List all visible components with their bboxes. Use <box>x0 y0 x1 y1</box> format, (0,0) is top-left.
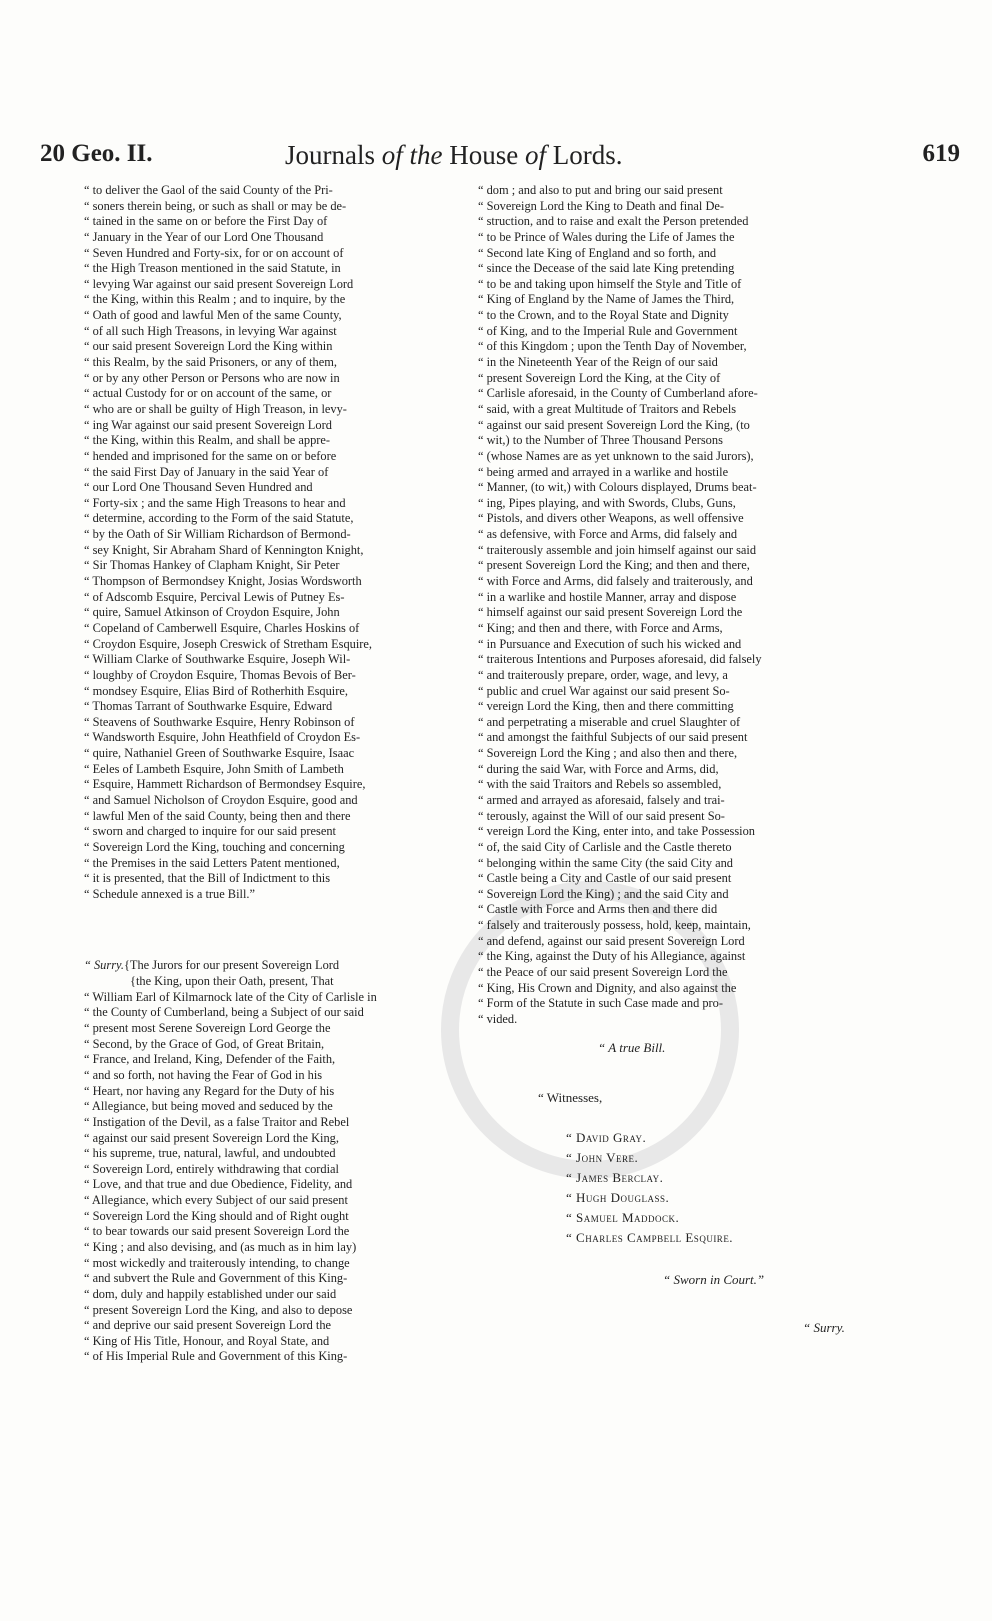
text-line: “ falsely and traiterously possess, hold, keep, maintain, <box>478 918 751 933</box>
text-line: “ present most Serene Sovereign Lord George the <box>84 1021 331 1036</box>
text-line: “ lawful Men of the said County, being then and there <box>84 808 351 823</box>
text-line: “ of Adscomb Esquire, Percival Lewis of Putney Es- <box>84 589 345 604</box>
text-line: “ the King, within this Realm, and shall be appre- <box>84 433 331 448</box>
text-line: “ King; and then and there, with Force and Arms, <box>478 620 723 635</box>
text-line: “ Seven Hundred and Forty-six, for or on account of <box>84 245 344 260</box>
text-line: “ belonging within the same City (the said City and <box>478 855 734 870</box>
text-line: “ of King, and to the Imperial Rule and Government <box>478 323 738 338</box>
text-line: “ Castle with Force and Arms then and there did <box>478 902 718 917</box>
left-column <box>84 183 486 1365</box>
text-line: “ loughby of Croydon Esquire, Thomas Bevois of Ber- <box>84 667 356 682</box>
title-part: House <box>442 140 526 170</box>
right-column-lines <box>478 183 890 1028</box>
text-line: “ this Realm, by the said Prisoners, or any of them, <box>84 355 337 370</box>
text-line: “ in a warlike and hostile Manner, array and dispose <box>478 589 737 604</box>
journal-title <box>285 140 623 171</box>
text-line: “ traiterously assemble and join himself against our said <box>478 542 757 557</box>
text-line: “ vereign Lord the King, then and there committing <box>478 699 734 714</box>
text-line: “ our said present Sovereign Lord the King within <box>84 339 333 354</box>
text-line: “ King ; and also devising, and (as much as in him lay) <box>84 1240 357 1254</box>
text-line: “ Sovereign Lord the King to Death and final De- <box>478 198 725 213</box>
text-line: “ with the said Traitors and Rebels so assembled, <box>478 777 722 792</box>
text-line: “ being armed and arrayed in a warlike and hostile <box>478 464 729 479</box>
text-line: “ Schedule annexed is a true Bill.” <box>84 886 256 901</box>
text-line: “ Copeland of Camberwell Esquire, Charles Hoskins of <box>84 620 360 635</box>
text-line: “ during the said War, with Force and Arms, did, <box>478 761 719 776</box>
text-line: “ to the Crown, and to the Royal State and Dignity <box>478 308 729 323</box>
text-line: “ Forty-six ; and the same High Treasons to hear and <box>84 495 346 510</box>
text-line: “ traiterous Intentions and Purposes aforesaid, did falsely <box>478 652 762 667</box>
text-line: “ Sovereign Lord, entirely withdrawing that cordial <box>84 1161 339 1176</box>
text-line: “ Wandsworth Esquire, John Heathfield of Croydon Es- <box>84 730 361 745</box>
text-line: “ of all such High Treasons, in levying War against <box>84 323 337 338</box>
left-column-part2 <box>84 958 486 1365</box>
text-line: “ the said First Day of January in the said Year of <box>84 464 329 479</box>
text-line: “ our Lord One Thousand Seven Hundred and <box>84 480 313 495</box>
text-line: “ struction, and to raise and exalt the Person pretended <box>478 214 749 229</box>
text-line: “ mondsey Esquire, Elias Bird of Rotherhith Esquire, <box>84 683 348 698</box>
regnal-year: 20 Geo. II. <box>40 140 153 167</box>
text-line: “ most wickedly and traiterously intending, to change <box>84 1255 350 1270</box>
text-line: “ and perpetrating a miserable and cruel Slaughter of <box>478 714 741 729</box>
text-line: “ public and cruel War against our said present So- <box>478 683 730 698</box>
text-line: “ the Peace of our said present Sovereign Lord the <box>478 965 728 980</box>
text-line: “ King, His Crown and Dignity, and also against the <box>478 980 737 995</box>
text-line: “ said, with a great Multitude of Traitors and Rebels <box>478 401 737 416</box>
text-line: “ Form of the Statute in such Case made and pro- <box>478 996 723 1011</box>
text-line: “ the King, against the Duty of his Allegiance, against <box>478 949 746 964</box>
text-line: “ France, and Ireland, King, Defender of the Faith, <box>84 1052 336 1067</box>
sworn-in-court: “ Sworn in Court.” <box>663 1272 765 1287</box>
text-line: “ and subvert the Rule and Government of this King- <box>84 1271 348 1286</box>
right-column <box>478 183 890 1028</box>
witness-name: “ Samuel Maddock. <box>566 1210 680 1225</box>
witness-name: “ Charles Campbell Esquire. <box>566 1230 734 1245</box>
text-line: “ Croydon Esquire, Joseph Creswick of Stretham Esquire, <box>84 636 373 651</box>
text-line: “ and deprive our said present Sovereign Lord the <box>84 1318 332 1333</box>
text-line: “ levying War against our said present Sovereign Lord <box>84 276 354 291</box>
text-line: “ actual Custody for or on account of the same, or <box>84 386 332 401</box>
text-line: “ himself against our said present Sovereign Lord the <box>478 605 743 620</box>
text-line: “ soners therein being, or such as shall or may be de- <box>84 198 347 213</box>
text-line: “ of, the said City of Carlisle and the Castle thereto <box>478 839 732 854</box>
text-line <box>84 958 486 974</box>
text-line: “ Sovereign Lord the King should and of Right ought <box>84 1208 349 1223</box>
text-line: “ to bear towards our said present Sovereign Lord the <box>84 1224 350 1239</box>
text-line: “ Sovereign Lord the King) ; and the said City and <box>478 886 729 901</box>
paragraph-gap <box>84 902 486 958</box>
text-line: “ Castle being a City and Castle of our said present <box>478 871 732 886</box>
true-bill: “ A true Bill. <box>598 1040 666 1055</box>
text-line: “ ing, Pipes playing, and with Swords, Clubs, Guns, <box>478 495 736 510</box>
text-line: “ quire, Samuel Atkinson of Croydon Esquire, John <box>84 605 340 620</box>
text-line: “ present Sovereign Lord the King; and then and there, <box>478 558 750 573</box>
text-line: “ of His Imperial Rule and Government of this King- <box>84 1349 348 1364</box>
text-line: “ sey Knight, Sir Abraham Shard of Kennington Knight, <box>84 542 364 557</box>
text-line: “ who are or shall be guilty of High Treason, in levy- <box>84 401 347 416</box>
text-line: “ Sovereign Lord the King ; and also then and there, <box>478 746 738 761</box>
text-line: “ to deliver the Gaol of the said County of the Pri- <box>84 183 333 197</box>
text-line: “ King of England by the Name of James the Third, <box>478 292 735 307</box>
text-line: “ it is presented, that the Bill of Indictment to this <box>84 871 331 886</box>
text-line: “ dom, duly and happily established under our said <box>84 1286 337 1301</box>
text-line: “ January in the Year of our Lord One Thousand <box>84 229 324 244</box>
title-part: Lords. <box>546 140 623 170</box>
text-line: “ the Premises in the said Letters Patent mentioned, <box>84 855 340 870</box>
text-line: “ Thompson of Bermondsey Knight, Josias Wordsworth <box>84 574 362 589</box>
text-line: “ in Pursuance and Execution of such his wicked and <box>478 636 742 651</box>
witness-name: “ David Gray. <box>566 1130 647 1145</box>
title-part: of <box>525 140 547 170</box>
surry-catchword: “ Surry. <box>803 1320 845 1335</box>
page-number: 619 <box>922 140 960 167</box>
text-line: “ Allegiance, which every Subject of our said present <box>84 1193 348 1208</box>
text-line: “ Steavens of Southwarke Esquire, Henry Robinson of <box>84 714 355 729</box>
text-line: “ and Samuel Nicholson of Croydon Esquire, good and <box>84 792 358 807</box>
text-line: “ Allegiance, but being moved and seduced by the <box>84 1099 333 1114</box>
title-part: of <box>381 140 403 170</box>
text-line: “ William Earl of Kilmarnock late of the City of Carlisle in <box>84 989 377 1004</box>
text-line: “ William Clarke of Southwarke Esquire, Joseph Wil- <box>84 652 351 667</box>
text-line: “ Sovereign Lord the King, touching and concerning <box>84 839 345 854</box>
text-line: “ dom ; and also to put and bring our said present <box>478 183 723 197</box>
running-header <box>40 140 960 180</box>
text-line: “ Sir Thomas Hankey of Clapham Knight, Sir Peter <box>84 558 340 573</box>
text-line: “ to be and taking upon himself the Style and Title of <box>478 276 742 291</box>
witnesses-label: “ Witnesses, <box>538 1090 603 1105</box>
text-line: “ by the Oath of Sir William Richardson of Bermond- <box>84 527 351 542</box>
text-line: “ Pistols, and divers other Weapons, as well offensive <box>478 511 744 526</box>
text-line: “ determine, according to the Form of the said Statute, <box>84 511 354 526</box>
text-line: “ tained in the same on or before the First Day of <box>84 214 328 229</box>
witness-name: “ John Vere. <box>566 1150 639 1165</box>
text-line: “ Esquire, Hammett Richardson of Bermondsey Esquire, <box>84 777 366 792</box>
witness-name: “ James Berclay. <box>566 1170 664 1185</box>
text-line: “ wit,) to the Number of Three Thousand Persons <box>478 433 723 448</box>
text-line: “ as defensive, with Force and Arms, did falsely and <box>478 527 738 542</box>
text-line: “ Manner, (to wit,) with Colours displayed, Drums beat- <box>478 480 757 495</box>
text-line: “ present Sovereign Lord the King, at the City of <box>478 370 721 385</box>
text-line: “ the County of Cumberland, being a Subject of our said <box>84 1005 364 1020</box>
text-line: “ the High Treason mentioned in the said Statute, in <box>84 261 341 276</box>
text-line: “ since the Decease of the said late King pretending <box>478 261 735 276</box>
text-line: “ the King, within this Realm ; and to inquire, by the <box>84 292 346 307</box>
text-line: “ Love, and that true and due Obedience, Fidelity, and <box>84 1177 353 1192</box>
text-line: “ armed and arrayed as aforesaid, falsely and trai- <box>478 792 725 807</box>
text-line: “ of this Kingdom ; upon the Tenth Day of November, <box>478 339 747 354</box>
text-line: “ his supreme, true, natural, lawful, and undoubted <box>84 1146 336 1161</box>
text-line: “ quire, Nathaniel Green of Southwarke Esquire, Isaac <box>84 746 355 761</box>
text-line: “ and traiterously prepare, order, wage, and levy, a <box>478 667 728 682</box>
text-line: “ King of His Title, Honour, and Royal State, and <box>84 1333 330 1348</box>
text-line: “ terously, against the Will of our said present So- <box>478 808 725 823</box>
text-line: “ sworn and charged to inquire for our said present <box>84 824 336 839</box>
text-line: “ Eeles of Lambeth Esquire, John Smith of Lambeth <box>84 761 344 776</box>
text-line: “ and amongst the faithful Subjects of our said present <box>478 730 748 745</box>
text-line: “ with Force and Arms, did falsely and traiterously, and <box>478 574 753 589</box>
left-column-part1 <box>84 183 486 902</box>
text-line: “ Second late King of England and so forth, and <box>478 245 717 260</box>
text-line: “ Heart, nor having any Regard for the Duty of his <box>84 1083 335 1098</box>
text-line: “ against our said present Sovereign Lord the King, <box>84 1130 339 1145</box>
text-line: “ Carlisle aforesaid, in the County of Cumberland afore- <box>478 386 758 401</box>
text-line: {the King, upon their Oath, present, That <box>130 974 334 989</box>
text-line: “ (whose Names are as yet unknown to the said Jurors), <box>478 448 754 463</box>
text-line: “ or by any other Person or Persons who are now in <box>84 370 340 385</box>
text-line: “ vereign Lord the King, enter into, and take Possession <box>478 824 756 839</box>
title-part: the <box>402 140 443 170</box>
text-line-body: {The Jurors for our present Sovereign Lord <box>123 958 340 973</box>
text-line: “ to be Prince of Wales during the Life of James the <box>478 229 735 244</box>
text-line: “ against our said present Sovereign Lord the King, (to <box>478 417 750 432</box>
text-line: “ and defend, against our said present Sovereign Lord <box>478 933 745 948</box>
surry-label: “ Surry. <box>84 958 124 973</box>
text-line: “ Second, by the Grace of God, of Great Britain, <box>84 1036 325 1051</box>
text-line: “ Oath of good and lawful Men of the same County, <box>84 308 342 323</box>
text-line: “ in the Nineteenth Year of the Reign of our said <box>478 355 718 370</box>
text-line: “ hended and imprisoned for the same on or before <box>84 448 337 463</box>
text-line: “ Thomas Tarrant of Southwarke Esquire, Edward <box>84 699 333 714</box>
witness-name: “ Hugh Douglass. <box>566 1190 670 1205</box>
text-line: “ present Sovereign Lord the King, and also to depose <box>84 1302 353 1317</box>
text-line: “ ing War against our said present Sovereign Lord <box>84 417 332 432</box>
text-line: “ and so forth, not having the Fear of God in his <box>84 1067 323 1082</box>
title-part: Journals <box>285 140 382 170</box>
text-line: “ Instigation of the Devil, as a false Traitor and Rebel <box>84 1114 350 1129</box>
text-line: “ vided. <box>478 1011 518 1026</box>
